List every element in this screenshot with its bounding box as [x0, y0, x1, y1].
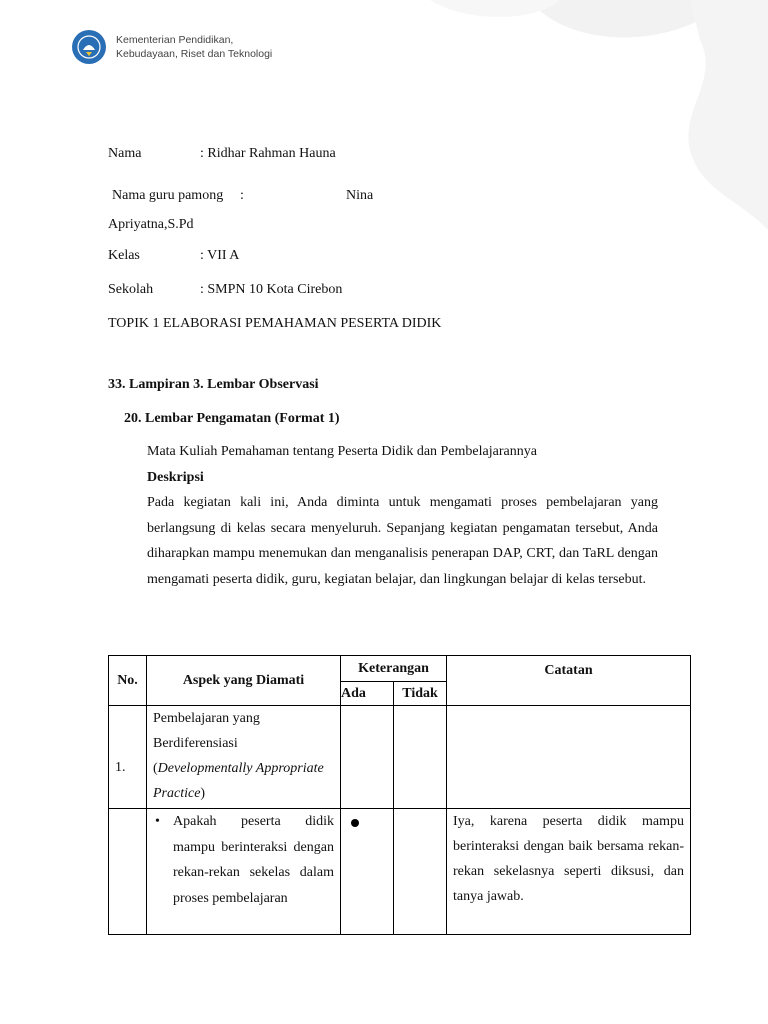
course-name: Mata Kuliah Pemahaman tentang Peserta Didik dan Pembelajarannya	[147, 444, 537, 459]
row2-ada-cell	[341, 809, 394, 935]
observation-table	[108, 655, 691, 935]
ada-check-dot-icon	[351, 819, 359, 827]
row1-catatan-cell	[447, 706, 691, 809]
row2-no-cell	[109, 809, 147, 935]
ministry-line-2: Kebudayaan, Riset dan Teknologi	[116, 48, 273, 60]
description-heading: Deskripsi	[147, 470, 204, 485]
row1-aspek-plain: Pembelajaran yang Berdiferensiasi (	[153, 711, 260, 776]
section-heading: 33. Lampiran 3. Lembar Observasi	[108, 377, 319, 392]
table-row	[109, 706, 691, 809]
subsection-heading: 20. Lembar Pengamatan (Format 1)	[124, 411, 340, 426]
guru-pamong-value-1: Nina	[346, 188, 374, 203]
row1-no: 1.	[115, 760, 126, 775]
row2-aspek-item	[147, 809, 340, 913]
header-keterangan: Keterangan	[341, 656, 447, 682]
row2-aspek-cell	[147, 809, 341, 935]
ministry-line-1: Kementerian Pendidikan,	[116, 34, 234, 46]
row1-aspek-cell	[147, 706, 341, 809]
row2-catatan-cell	[447, 809, 691, 935]
sekolah-label: Sekolah	[108, 282, 154, 297]
guru-pamong-label: Nama guru pamong	[112, 188, 224, 203]
table-row	[109, 809, 691, 935]
header-catatan: Catatan	[447, 656, 691, 706]
row1-aspek	[147, 706, 340, 808]
guru-pamong-colon: :	[240, 188, 244, 203]
sekolah-value: : SMPN 10 Kota Cirebon	[200, 282, 343, 297]
header-tidak: Tidak	[394, 682, 447, 706]
row1-tidak-cell	[394, 706, 447, 809]
table-header-row	[109, 656, 691, 682]
document-header	[72, 30, 272, 64]
row2-aspek: Apakah peserta didik mampu berinteraksi dengan rekan-rekan sekelas dalam proses pembelajaran	[173, 814, 334, 906]
row2-catatan: Iya, karena peserta didik mampu berinteraksi dengan baik bersama rekan-rekan sekelasnya seperti diksusi, dan tanya jawab.	[453, 814, 685, 904]
row1-aspek-close: )	[200, 786, 206, 801]
row1-no-cell	[109, 706, 147, 809]
topic-title: TOPIK 1 ELABORASI PEMAHAMAN PESERTA DIDIK	[108, 316, 442, 331]
bullet-icon: •	[155, 814, 160, 829]
guru-pamong-value-2: Apriyatna,S.Pd	[108, 217, 194, 232]
kelas-value: : VII A	[200, 248, 240, 263]
nama-label: Nama	[108, 146, 142, 161]
tut-wuri-logo-icon	[72, 30, 106, 64]
nama-value: : Ridhar Rahman Hauna	[200, 146, 336, 161]
row1-aspek-italic: Developmentally Appropriate Practice	[153, 761, 324, 801]
header-aspek: Aspek yang Diamati	[147, 656, 341, 706]
kelas-label: Kelas	[108, 248, 140, 263]
row1-ada-cell	[341, 706, 394, 809]
ministry-name	[116, 33, 272, 61]
header-no: No.	[109, 656, 147, 706]
row2-tidak-cell	[394, 809, 447, 935]
header-ada: Ada	[341, 682, 394, 706]
description-paragraph: Pada kegiatan kali ini, Anda diminta untuk mengamati proses pembelajaran yang berlangsung di kelas secara menyeluruh. Sepanjang kegiatan pengamatan tersebut, Anda diharapkan mampu menemukan dan menganalisis penerapan DAP, CRT, dan TaRL dengan mengamati peserta didik, guru, kegiatan belajar, dan lingkungan belajar di kelas tersebut.	[147, 495, 658, 587]
